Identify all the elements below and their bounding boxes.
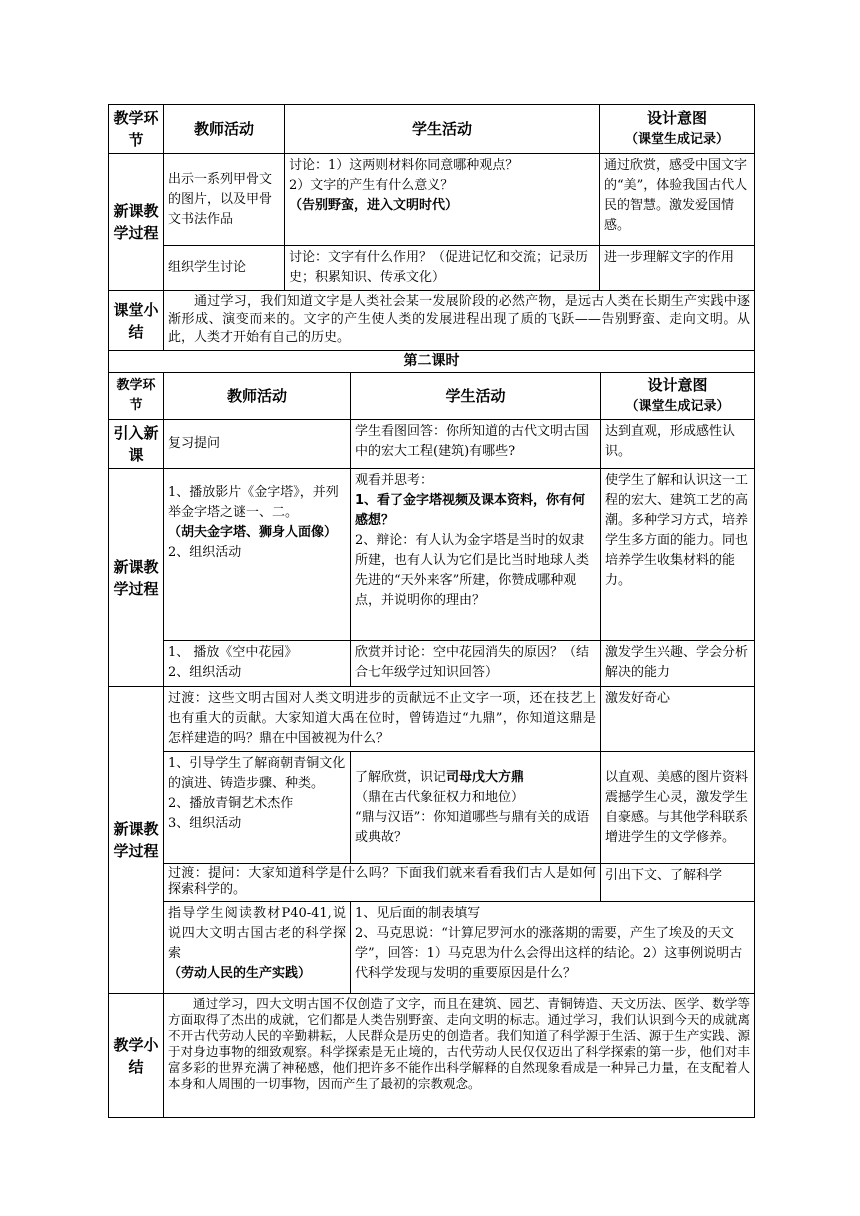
- student-activity: [285, 154, 600, 246]
- teacher-text: 2、组织活动: [168, 545, 242, 560]
- student-text: 2、辩论：有人认为金字塔是当时的奴隶所建，也有人认为它们是比当时地球人类先进的“天外来客”所建，你赞成哪种观点，并说明你的理由？: [355, 533, 590, 608]
- design-intent: 通过欣赏，感受中国文字的“美”，体验我国古代人民的智慧。激发爱国情感。: [600, 154, 755, 246]
- header-intent: [600, 105, 755, 154]
- stage-intro: 引入新课: [109, 420, 164, 469]
- student-activity: [351, 902, 755, 994]
- science-row: [109, 902, 755, 994]
- student-text: 讨论：1）这两则材料你同意哪种观点？: [289, 158, 519, 173]
- lesson1-row-2: [109, 246, 755, 291]
- header-intent-sub: （课堂生成记录）: [625, 399, 730, 414]
- lesson2-title: 第二课时: [109, 351, 755, 373]
- design-intent: 激发好奇心: [601, 687, 755, 752]
- header-stage: 教学环节: [109, 105, 164, 154]
- pyramid-row: [109, 469, 755, 641]
- design-intent: 达到直观，形成感性认识。: [601, 420, 755, 469]
- lesson1-header-row: [109, 105, 755, 154]
- design-intent: 进一步理解文字的作用: [600, 246, 755, 291]
- design-intent: 使学生了解和认识这一工程的宏大、建筑工艺的高潮。多种学习方式，培养学生多方面的能力。同也培养学生收集材料的能力。: [601, 469, 755, 641]
- transition-row-1: [109, 687, 755, 752]
- teacher-activity: [164, 902, 351, 994]
- lesson1-table: [108, 104, 755, 373]
- design-intent: 激发学生兴趣、学会分析解决的能力: [601, 641, 755, 687]
- teacher-text: 指导学生阅读教材P40-41,说说四大文明古国古老的科学探索: [168, 906, 346, 961]
- stage-new-lesson: 新课教学过程: [109, 154, 164, 291]
- teacher-text: 1、播放影片《金字塔》，并列举金字塔之谜一、二。: [168, 485, 339, 520]
- header-intent-sub: （课堂生成记录）: [624, 132, 729, 147]
- student-answer: （告别野蛮，进入文明时代）: [289, 198, 459, 213]
- lesson2-header-row: [109, 373, 755, 420]
- transition-row-2: [109, 864, 755, 902]
- student-text: 观看并思考：: [355, 473, 434, 488]
- header-student: 学生活动: [351, 373, 601, 420]
- teacher-activity: [164, 752, 351, 864]
- student-activity: 学生看图回答：你所知道的古代文明古国中的宏大工程(建筑)有哪些?: [351, 420, 601, 469]
- teacher-text: 3、组织活动: [168, 816, 242, 831]
- student-activity: 欣赏并讨论：空中花园消失的原因？（结合七年级学过知识回答）: [351, 641, 601, 687]
- lesson1-summary: 通过学习，我们知道文字是人类社会某一发展阶段的必然产物，是远古人类在长期生产实践中逐渐形成、演变而来的。文字的产生使人类的发展进程出现了质的飞跃——告别野蛮、走向文明。从此，人类才开始有自己的历史。: [164, 291, 755, 351]
- teacher-activity: [164, 641, 351, 687]
- header-intent-title: 设计意图: [647, 376, 708, 394]
- design-intent: 引出下文、了解科学: [601, 864, 755, 902]
- lesson1-summary-row: [109, 291, 755, 351]
- lesson-plan-page: [108, 104, 754, 1118]
- stage-new-lesson: 新课教学过程: [109, 687, 164, 994]
- lesson1-row-1: [109, 154, 755, 246]
- teacher-text: 1、引导学生了解商朝青铜文化的演进、铸造步骤、种类。: [168, 756, 346, 791]
- teacher-text: 2、组织活动: [168, 665, 242, 680]
- student-text: [355, 768, 596, 788]
- teacher-answer: （劳动人民的生产实践）: [168, 966, 312, 981]
- student-text: 1、见后面的制表填写: [355, 906, 481, 921]
- header-intent: [601, 373, 755, 420]
- student-text: 2、马克思说：“计算尼罗河水的涨落期的需要，产生了埃及的天文学”，回答：1）马克思为什么会得出这样的结论。2）这事例说明古代科学发现与发明的重要原因是什么？: [355, 926, 743, 981]
- transition-text: 过渡：这些文明古国对人类文明进步的贡献远不止文字一项，还在技艺上也有重大的贡献。大家知道大禹在位时，曾铸造过“九鼎”，你知道这鼎是怎样建造的吗？鼎在中国被视为什么？: [164, 687, 601, 752]
- teacher-activity: [164, 469, 351, 641]
- lesson2-summary-row: [109, 994, 755, 1118]
- header-stage: 教学环节: [109, 373, 164, 420]
- student-activity: [351, 469, 601, 641]
- garden-row: [109, 641, 755, 687]
- teacher-text: 1、 播放《空中花园》: [168, 645, 298, 660]
- transition-text: 过渡：提问：大家知道科学是什么吗？下面我们就来看看我们古人是如何探索科学的。: [164, 864, 601, 902]
- student-text: （鼎在古代象征权力和地位）: [355, 789, 525, 805]
- student-text: 2）文字的产生有什么意义？: [289, 178, 454, 193]
- header-teacher: 教师活动: [164, 373, 351, 420]
- lesson2-table: [108, 372, 755, 1118]
- intro-row: [109, 420, 755, 469]
- teacher-activity: 出示一系列甲骨文的图片，以及甲骨文书法作品: [164, 154, 285, 246]
- lesson2-title-row: [109, 351, 755, 373]
- teacher-answer: （胡夫金字塔、狮身人面像）: [168, 525, 338, 540]
- stage-summary: 教学小结: [109, 994, 164, 1118]
- lesson2-summary: 通过学习，四大文明古国不仅创造了文字，而且在建筑、园艺、青铜铸造、天文历法、医学、数学等方面取得了杰出的成就，它们都是人类告别野蛮、走向文明的标志。通过学习，我们认识到今天的成就离不开古代劳动人民的辛勤耕耘，人民群众是历史的创造者。我们知道了科学源于生活、源于生产实践、源于对身边事物的细致观察。科学探索是无止境的，古代劳动人民仅仅迈出了科学探索的第一步，他们对丰富多彩的世界充满了神秘感，他们把许多不能作出科学解释的自然现象看成是一种异己力量，在支配着人本身和人周围的一切事物，因而产生了最初的宗教观念。: [164, 994, 755, 1118]
- student-text: “鼎与汉语”：你知道哪些与鼎有关的成语或典故？: [355, 809, 590, 845]
- teacher-text: 2、播放青铜艺术杰作: [168, 796, 294, 811]
- bronze-row: [109, 752, 755, 864]
- student-text-pre: 了解欣赏，识记: [355, 769, 447, 785]
- stage-new-lesson: 新课教学过程: [109, 469, 164, 687]
- teacher-activity: 复习提问: [164, 420, 351, 469]
- student-activity: [351, 752, 601, 864]
- student-question: 1、看了金字塔视频及课本资料，你有何感想？: [355, 493, 586, 528]
- ding-name: 司母戊大方鼎: [446, 769, 525, 785]
- stage-summary: 课堂小结: [109, 291, 164, 351]
- header-teacher: 教师活动: [164, 105, 285, 154]
- student-activity: 讨论：文字有什么作用？（促进记忆和交流；记录历史；积累知识、传承文化）: [285, 246, 600, 291]
- teacher-activity: 组织学生讨论: [164, 246, 285, 291]
- header-student: 学生活动: [285, 105, 600, 154]
- header-intent-title: 设计意图: [646, 109, 707, 127]
- design-intent: 以直观、美感的图片资料震撼学生心灵，激发学生自豪感。与其他学科联系增进学生的文学修养。: [601, 752, 755, 864]
